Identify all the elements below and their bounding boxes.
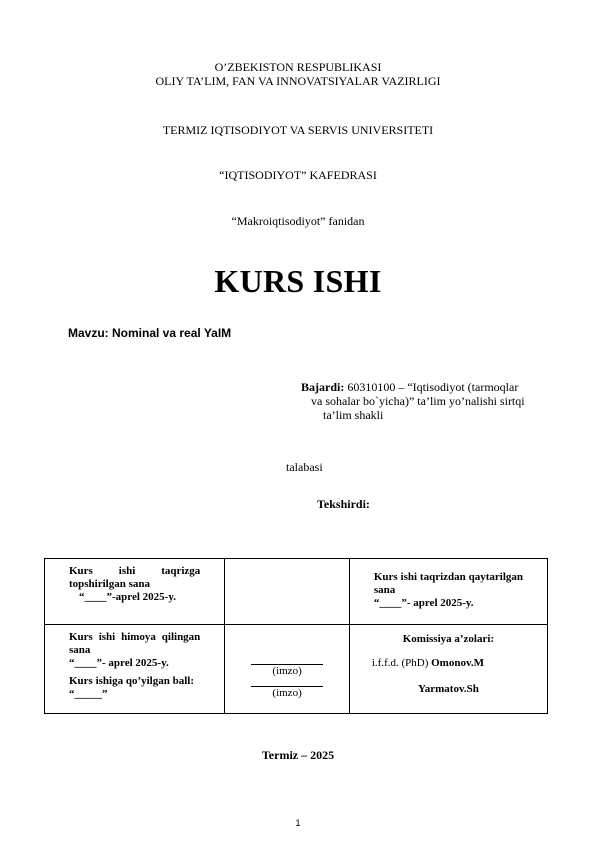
subject-name: “Makroiqtisodiyot” fanidan	[231, 214, 365, 228]
document-title: KURS ISHI	[214, 263, 382, 299]
university-name: TERMIZ IQTISODIYOT VA SERVIS UNIVERSITETI	[162, 123, 434, 137]
submitted-cell	[45, 559, 225, 625]
submitted-label: Kurs ishi taqrizga topshirilgan sana	[69, 565, 201, 590]
returned-cell	[349, 559, 547, 625]
page-number: 1	[295, 818, 301, 828]
returned-date: “____”- aprel 2025-y.	[373, 597, 474, 609]
student-line3: ta’lim shakli	[323, 408, 384, 422]
empty-cell	[225, 559, 350, 625]
student-info	[301, 380, 558, 422]
member1-degree: i.f.f.d. (PhD)	[371, 657, 432, 669]
checker-label: Tekshirdi:	[317, 497, 370, 511]
returned-label: Kurs ishi taqrizdan qaytarilgan sana	[373, 571, 523, 596]
submitted-date: “____”-aprel 2025-y.	[79, 591, 176, 603]
commission-title: Komissiya a’zolari:	[402, 633, 495, 645]
score-label: Kurs ishiga qo’yilgan ball:	[69, 675, 195, 687]
signature-cell	[225, 625, 350, 714]
member1-name: Omonov.M	[431, 657, 484, 669]
commission-cell	[349, 625, 547, 714]
ministry-header	[0, 60, 596, 88]
topic: Mavzu: Nominal va real YaIM	[68, 326, 232, 340]
commission-member-1	[350, 657, 547, 669]
commission-member-2: Yarmatov.Sh	[418, 683, 479, 695]
student-label: Bajardi:	[301, 380, 345, 394]
signature-caption-2: (imzo)	[272, 687, 302, 699]
defense-date: “____”- aprel 2025-y.	[69, 657, 169, 669]
signature-caption-1: (imzo)	[272, 665, 302, 677]
ministry-name: OLIY TA’LIM, FAN VA INNOVATSIYALAR VAZIRLIGI	[155, 74, 441, 88]
defense-cell	[45, 625, 225, 714]
country-name: O’ZBEKISTON RESPUBLIKASI	[214, 60, 382, 74]
score-value: “_____”	[69, 688, 108, 700]
city-year: Termiz – 2025	[261, 748, 335, 762]
defense-label: Kurs ishi himoya qilingan sana	[69, 631, 201, 656]
student-line4: talabasi	[286, 460, 323, 474]
department-name: “IQTISODIYOT” KAFEDRASI	[219, 168, 377, 182]
review-table	[44, 558, 548, 714]
student-line2: va sohalar bo`yicha)” ta’lim yo’nalishi sirtqi	[311, 394, 525, 408]
student-line1: 60310100 – “Iqtisodiyot (tarmoqlar	[347, 380, 519, 394]
